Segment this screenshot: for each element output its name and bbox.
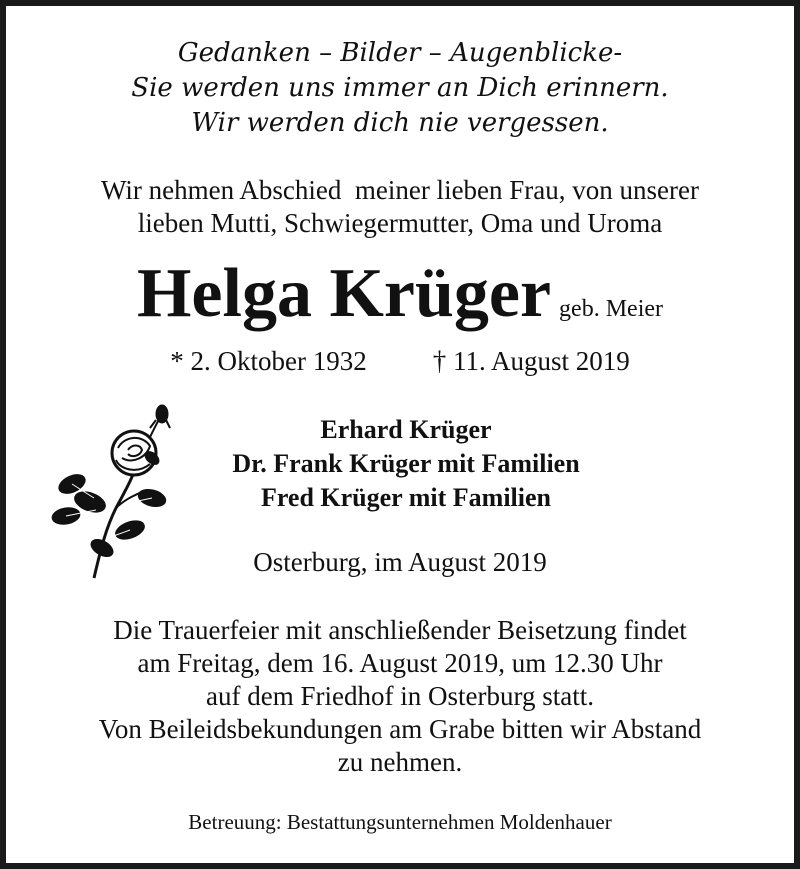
poem-line: Gedanken – Bilder – Augenblicke- <box>177 38 623 68</box>
deceased-name: Helga Krüger <box>136 255 552 332</box>
service-line: zu nehmen. <box>337 747 463 777</box>
funeral-service-info <box>6 614 794 779</box>
farewell-intro <box>6 174 794 240</box>
poem-line: Wir werden dich nie vergessen. <box>191 108 609 138</box>
service-line: auf dem Friedhof in Osterburg statt. <box>206 681 594 711</box>
birth-date: * 2. Oktober 1932 <box>170 346 367 376</box>
funeral-home: Betreuung: Bestattungsunternehmen Moldenhauer <box>188 810 612 834</box>
life-dates <box>6 346 794 376</box>
poem <box>6 36 794 141</box>
mourner-name: Erhard Krüger <box>320 415 492 444</box>
mourners-list <box>156 413 656 515</box>
service-line: Die Trauerfeier mit anschließender Beisetzung findet <box>113 615 687 645</box>
service-line: Von Beileidsbekundungen am Grabe bitten wir Abstand <box>98 714 702 744</box>
mourner-name: Fred Krüger mit Familien <box>260 483 552 512</box>
service-line: am Freitag, dem 16. August 2019, um 12.30 Uhr <box>137 648 663 678</box>
intro-line: lieben Mutti, Schwiegermutter, Oma und Uroma <box>137 208 663 238</box>
maiden-name: geb. Meier <box>559 296 664 322</box>
mourner-name: Dr. Frank Krüger mit Familien <box>232 449 580 478</box>
poem-line: Sie werden uns immer an Dich erinnern. <box>131 73 669 103</box>
intro-line: Wir nehmen Abschied meiner lieben Frau, von unserer <box>101 175 699 205</box>
place-and-date: Osterburg, im August 2019 <box>253 547 547 577</box>
death-date: † 11. August 2019 <box>432 346 630 376</box>
deceased-name-line <box>6 254 794 334</box>
